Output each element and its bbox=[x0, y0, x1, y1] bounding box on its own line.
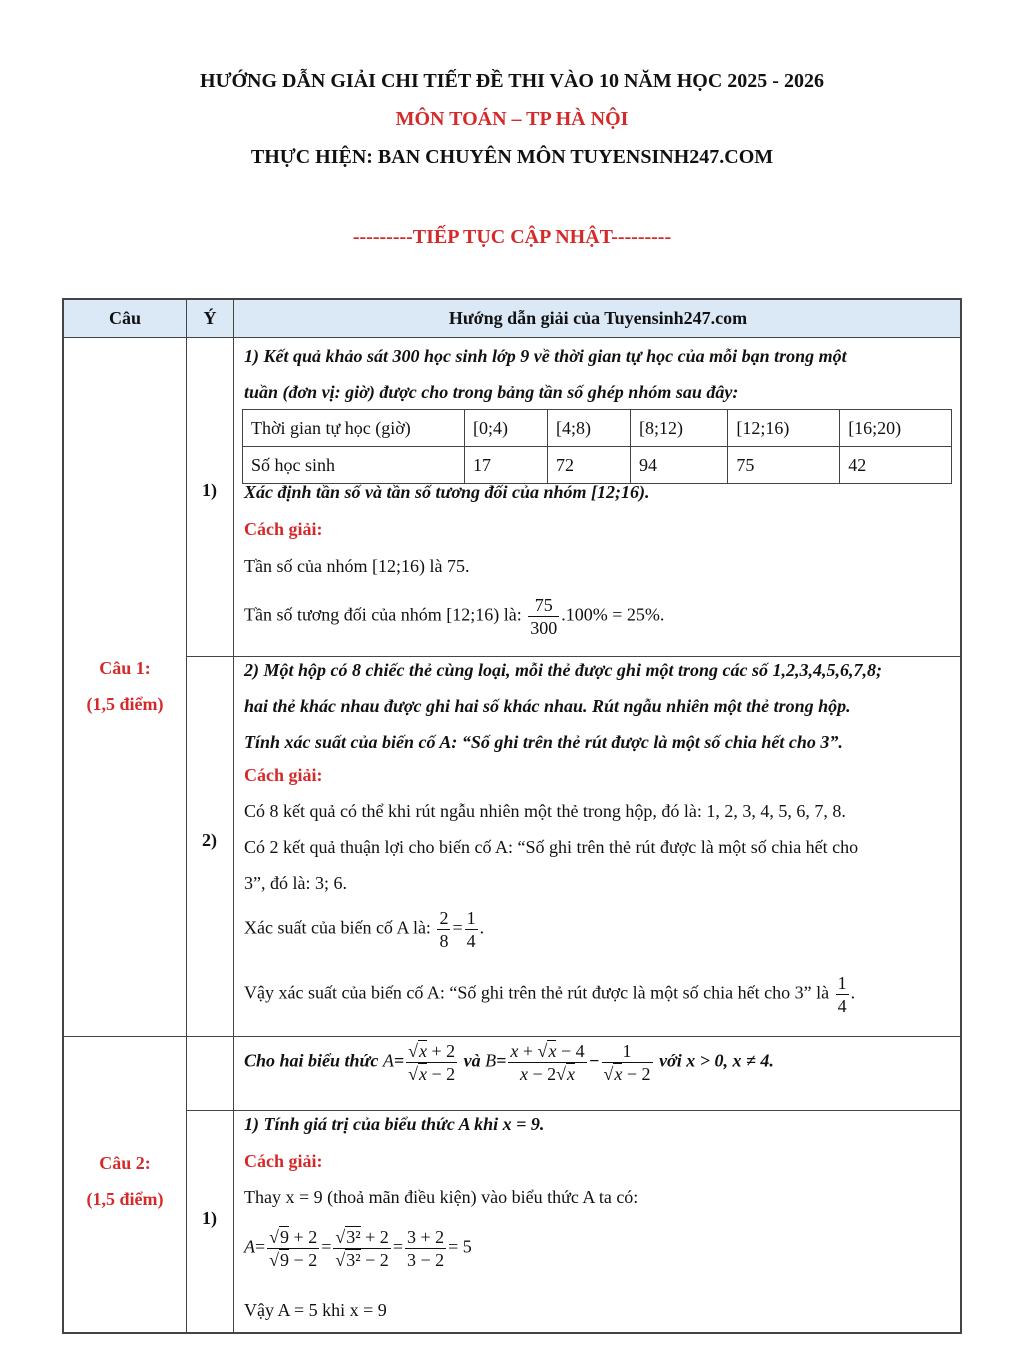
header-y: Ý bbox=[203, 308, 217, 328]
q1-p2-line2: Có 2 kết quả thuận lợi cho biến cố A: “Số ghi trên thẻ rút được là một số chia hết cho bbox=[244, 837, 859, 857]
doc-title: HƯỚNG DẪN GIẢI CHI TIẾT ĐỀ THI VÀO 10 NĂM HỌC 2025 - 2026 bbox=[200, 70, 824, 92]
q1-p1-prompt: 1) Kết quả khảo sát 300 học sinh lớp 9 về thời gian tự học của mỗi bạn trong một tuần (đơn vị: giờ) được cho trong bảng tần số ghép nhóm sau đây: bbox=[244, 346, 847, 402]
q1-p2-line4: Xác suất của biến cố A là: $\frac{2}{8}$ = $\frac{1}{4}$ . bbox=[244, 908, 485, 951]
q1-p1-answer2: Tần số tương đối của nhóm [12;16) là: $\frac{75}{300}$ .100% = 25%. bbox=[244, 595, 665, 638]
q2-label: Câu 2: (1,5 điểm) bbox=[86, 1153, 164, 1209]
doc-subject: MÔN TOÁN – TP HÀ NỘI bbox=[395, 108, 629, 130]
q1-p2-line3: 3”, đó là: 3; 6. bbox=[244, 873, 347, 893]
q1-p1-answer1: Tần số của nhóm [12;16) là 75. bbox=[244, 556, 470, 576]
q2-p1-prompt: 1) Tính giá trị của biểu thức A khi x = 9. bbox=[244, 1114, 545, 1134]
q1-p2-line1: Có 8 kết quả có thể khi rút ngẫu nhiên một thẻ trong hộp, đó là: 1, 2, 3, 4, 5, 6, 7, 8. bbox=[244, 801, 846, 821]
q1-p2-conclusion: Vậy xác suất của biến cố A: “Số ghi trên thẻ rút được là một số chia hết cho 3” là $\frac{1}{4}$ . bbox=[244, 973, 856, 1016]
solution-table bbox=[62, 298, 962, 1334]
table-header bbox=[64, 300, 960, 338]
q2-p1-method: Cách giải: bbox=[244, 1151, 323, 1171]
doc-author: THỰC HIỆN: BAN CHUYÊN MÔN TUYENSINH247.COM bbox=[250, 146, 774, 168]
q1-p2-prompt: 2) Một hộp có 8 chiếc thẻ cùng loại, mỗi thẻ được ghi một trong các số 1,2,3,4,5,6,7,8; hai thẻ khác nhau được ghi hai số khác nhau. Rút ngẫu nhiên một thẻ trong hộp. Tính xác suất của biến cố A: “Số ghi trên thẻ rút được là một số chia hết cho 3”. bbox=[244, 660, 882, 752]
q2-p1-conclusion: Vậy A = 5 khi x = 9 bbox=[244, 1300, 387, 1320]
q1-p2-number: 2) bbox=[202, 830, 217, 850]
update-notice: ---------TIẾP TỤC CẬP NHẬT--------- bbox=[352, 226, 672, 248]
q1-p1-question: Xác định tần số và tần số tương đối của nhóm [12;16). bbox=[244, 482, 650, 502]
header-cau: Câu bbox=[108, 308, 141, 328]
q2-p1-calc: A= $\frac{√9 + 2}{√9 - 2}$ = $\frac{\text{√3² + 2}}{\text{√3² − 2}}$ = $\frac{3 + 2}{3 - 2}$ = 5 bbox=[244, 1227, 472, 1270]
q2-p1-number: 1) bbox=[202, 1208, 217, 1228]
table-row: Số học sinh 17 72 94 75 42 bbox=[243, 447, 952, 484]
fraction: $\frac{75}{300}$ bbox=[530, 595, 558, 638]
frequency-table bbox=[242, 409, 952, 484]
q1-p1-number: 1) bbox=[202, 480, 217, 500]
q2-intro: Cho hai biểu thức A= $\frac{√x + 2}{√x - 2}$ và B= $\frac{x + √x - 4}{x - 2√x}$ − $\frac{1}{√x - 2}$ với x > 0, x ≠ 4. bbox=[244, 1041, 774, 1084]
header-guide: Hướng dẫn giải của Tuyensinh247.com bbox=[448, 308, 748, 328]
q1-p2-method: Cách giải: bbox=[244, 765, 323, 785]
q2-p1-line1: Thay x = 9 (thoả mãn điều kiện) vào biểu thức A ta có: bbox=[244, 1187, 639, 1207]
table-row: Thời gian tự học (giờ) [0;4) [4;8) [8;12) [12;16) [16;20) bbox=[243, 410, 952, 447]
q1-label: Câu 1: (1,5 điểm) bbox=[86, 658, 164, 714]
q1-p1-method: Cách giải: bbox=[244, 519, 323, 539]
